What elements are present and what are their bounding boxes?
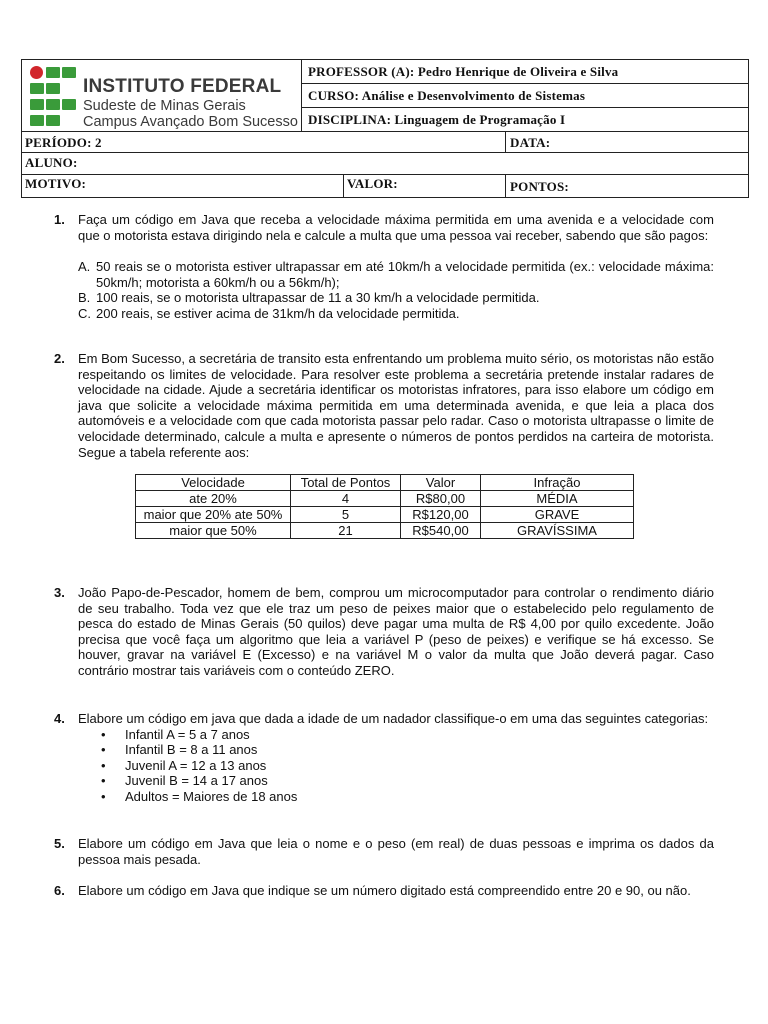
table-row (136, 523, 634, 539)
table-row (136, 507, 634, 523)
table-header-row (136, 475, 634, 491)
penalty-table (135, 474, 634, 539)
option-letter: A. (78, 259, 91, 275)
motivo-field: MOTIVO: (25, 176, 87, 191)
question-text: Em Bom Sucesso, a secretária de transito esta enfrentando um problema muito sério, os motoristas não estão respeitando os limites de velocidade. Para resolver este problema a secretária pretende instalar radares de velocidade na cidade. Ajude a secretária identificar os motoristas infratores, para isso elabore um código em java que solicite a velocidade máxima permitida em uma determinada avenida, e que leia a placa dos automóveis e a velocidade com que cada motorista passar pelo radar. Caso o motorista ultrapasse o limite de velocidade determinado, calcule a multa e apresente o números de pontos perdidos na carteira de motorista. Segue a tabela referente aos: (78, 351, 714, 460)
pontos-field: PONTOS: (510, 179, 569, 194)
bullet-icon: • (101, 773, 106, 789)
logo-square-icon (46, 67, 60, 78)
divider (505, 131, 506, 152)
table-cell: MÉDIA (481, 491, 634, 507)
aluno-field: ALUNO: (25, 155, 78, 170)
institution-title: INSTITUTO FEDERAL (83, 76, 282, 97)
logo-square-icon (30, 83, 44, 94)
logo-square-icon (46, 115, 60, 126)
list-item-text: Infantil A = 5 a 7 anos (125, 726, 250, 742)
divider (505, 174, 506, 198)
divider (343, 174, 344, 198)
table-cell: R$80,00 (401, 491, 481, 507)
list-item (54, 742, 714, 758)
divider (22, 131, 749, 132)
data-field: DATA: (510, 135, 551, 150)
option-text: 200 reais, se estiver acima de 31km/h da velocidade permitida. (96, 305, 460, 321)
question-number: 1. (54, 212, 65, 227)
option-b (54, 290, 714, 306)
question-number: 3. (54, 585, 65, 600)
institution-logo (28, 66, 298, 130)
question-text: Faça um código em Java que receba a velocidade máxima permitida em uma avenida e a velocidade com que o motorista estava dirigindo nela e calcule a multa que uma pessoa vai receber, sabendo que são pagos: (78, 212, 714, 243)
question-number: 2. (54, 351, 65, 366)
institution-campus: Campus Avançado Bom Sucesso (83, 114, 298, 130)
question-text: João Papo-de-Pescador, homem de bem, comprou um microcomputador para controlar o rendimento diário de seu trabalho. Toda vez que ele traz um peso de peixes maior que o estabelecido pelo regulamento de pesca do estado de Minas Gerais (50 quilos) deve pagar uma multa de R$ 4,00 por quilo excedente. João precisa que você faça um algoritmo que leia a variável P (peso de peixes) e verifique se há excesso. Se houver, gravar na variável E (Excesso) e na variável M o valor da multa que João deverá pagar. Caso contrário mostrar tais variáveis com o conteúdo ZERO. (78, 585, 714, 678)
divider (22, 152, 749, 153)
table-cell: maior que 20% ate 50% (136, 507, 291, 523)
question-number: 6. (54, 883, 65, 898)
divider (302, 107, 749, 108)
divider (301, 60, 302, 131)
curso-field: CURSO: Análise e Desenvolvimento de Sistemas (308, 88, 586, 103)
logo-square-icon (46, 83, 60, 94)
divider (22, 174, 749, 175)
table-header: Total de Pontos (291, 475, 401, 491)
table-cell: GRAVE (481, 507, 634, 523)
table-cell: R$540,00 (401, 523, 481, 539)
question-number: 5. (54, 836, 65, 851)
table-cell: maior que 50% (136, 523, 291, 539)
list-item-text: Juvenil B = 14 a 17 anos (125, 773, 268, 789)
table-cell: ate 20% (136, 491, 291, 507)
table-cell: R$120,00 (401, 507, 481, 523)
question-number: 4. (54, 711, 65, 726)
bullet-icon: • (101, 757, 106, 773)
institution-subtitle: Sudeste de Minas Gerais (83, 98, 246, 114)
logo-square-icon (30, 115, 44, 126)
table-row (136, 491, 634, 507)
question-text: Elabore um código em Java que leia o nome e o peso (em real) de duas pessoas e imprima os dados da pessoa mais pesada. (78, 836, 714, 867)
logo-square-icon (46, 99, 60, 110)
option-letter: B. (78, 290, 91, 306)
question-2 (54, 351, 714, 460)
table-cell: 21 (291, 523, 401, 539)
table-header: Infração (481, 475, 634, 491)
question-3 (54, 585, 714, 679)
option-text: 100 reais, se o motorista ultrapassar de 11 a 30 km/h a velocidade permitida. (96, 290, 540, 306)
list-item-text: Adultos = Maiores de 18 anos (125, 788, 298, 804)
question-4 (54, 711, 714, 805)
header-box (21, 59, 749, 198)
bullet-icon: • (101, 726, 106, 742)
question-5 (54, 836, 714, 867)
bullet-icon: • (101, 742, 106, 758)
list-item-text: Juvenil A = 12 a 13 anos (125, 757, 267, 773)
periodo-field: PERÍODO: 2 (25, 135, 102, 150)
table-cell: 4 (291, 491, 401, 507)
option-c (54, 306, 714, 322)
logo-square-icon (30, 99, 44, 110)
question-6 (54, 883, 714, 899)
professor-field: PROFESSOR (A): Pedro Henrique de Oliveira e Silva (308, 64, 619, 79)
logo-square-icon (62, 99, 76, 110)
list-item (54, 789, 714, 805)
question-text: Elabore um código em Java que indique se um número digitado está compreendido entre 20 e 90, ou não. (78, 883, 691, 898)
divider (302, 83, 749, 84)
table-cell: GRAVÍSSIMA (481, 523, 634, 539)
logo-red-circle-icon (30, 66, 43, 79)
disciplina-field: DISCIPLINA: Linguagem de Programação I (308, 112, 566, 127)
valor-field: VALOR: (347, 176, 398, 191)
option-text: 50 reais se o motorista estiver ultrapassar em até 10km/h a velocidade permitida (ex.: velocidade máxima: 50km/h; motorista a 60km/h ou a 56km/h); (96, 259, 714, 290)
list-item (54, 758, 714, 774)
question-1 (54, 212, 714, 322)
list-item (54, 727, 714, 743)
option-a (54, 259, 714, 290)
list-item (54, 773, 714, 789)
list-item-text: Infantil B = 8 a 11 anos (125, 742, 258, 758)
table-header: Velocidade (136, 475, 291, 491)
question-text: Elabore um código em java que dada a idade de um nadador classifique-o em uma das seguintes categorias: (78, 711, 709, 726)
table-cell: 5 (291, 507, 401, 523)
logo-square-icon (62, 67, 76, 78)
option-letter: C. (78, 305, 91, 321)
bullet-icon: • (101, 788, 106, 804)
table-header: Valor (401, 475, 481, 491)
